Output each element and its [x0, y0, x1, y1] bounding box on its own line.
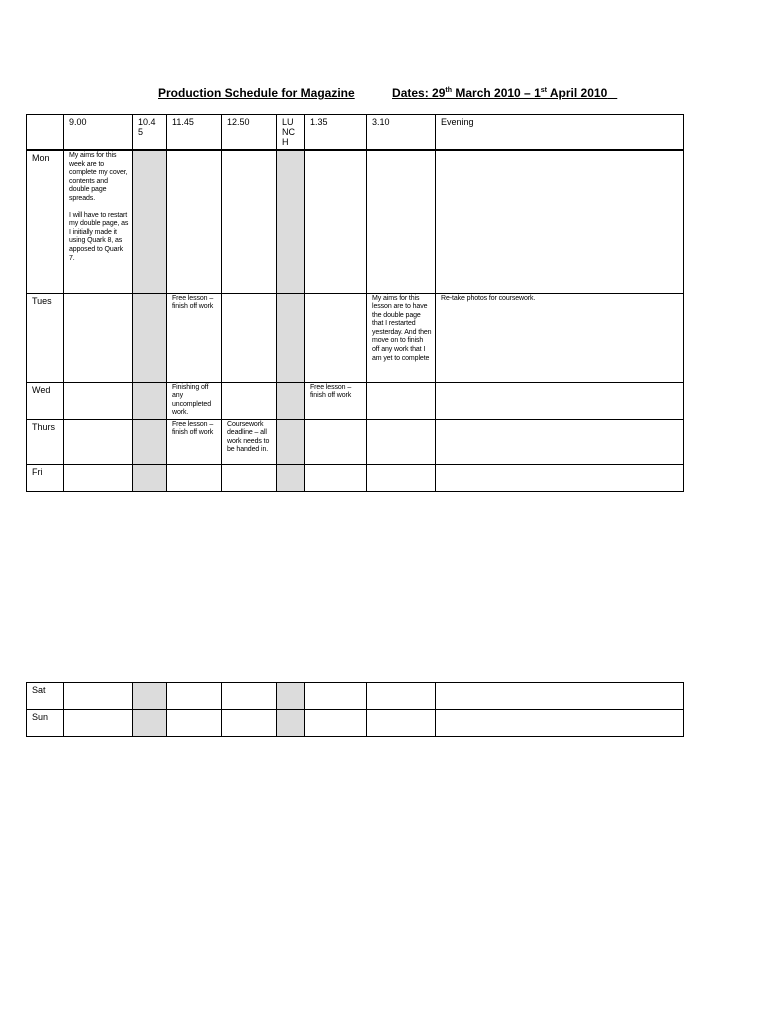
cell-sat-1145 [167, 683, 222, 710]
cell-wed-1250 [222, 382, 277, 419]
cell-wed-310 [367, 382, 436, 419]
cell-fri-lunch [277, 464, 305, 491]
cell-wed-evening [436, 382, 684, 419]
cell-sat-evening [436, 683, 684, 710]
cell-fri-135 [305, 464, 367, 491]
day-label-thurs: Thurs [27, 419, 64, 464]
cell-fri-1045 [133, 464, 167, 491]
cell-sat-1045 [133, 683, 167, 710]
cell-mon-lunch [277, 150, 305, 293]
cell-wed-1145: Finishing off any uncompleted work. [167, 382, 222, 419]
header-cell-1250: 12.50 [222, 115, 277, 151]
header-cell-310: 3.10 [367, 115, 436, 151]
cell-fri-310 [367, 464, 436, 491]
header-row [27, 115, 684, 151]
cell-tues-1250 [222, 293, 277, 382]
cell-wed-135: Free lesson – finish off work [305, 382, 367, 419]
cell-mon-135 [305, 150, 367, 293]
day-label-tues: Tues [27, 293, 64, 382]
cell-sun-135 [305, 710, 367, 737]
cell-sat-135 [305, 683, 367, 710]
day-label-mon: Mon [27, 150, 64, 293]
cell-sun-lunch [277, 710, 305, 737]
cell-sat-1250 [222, 683, 277, 710]
cell-wed-900 [64, 382, 133, 419]
cell-mon-310 [367, 150, 436, 293]
cell-tues-135 [305, 293, 367, 382]
cell-fri-1250 [222, 464, 277, 491]
cell-thurs-evening [436, 419, 684, 464]
table-row-mon [27, 150, 684, 293]
cell-thurs-1250: Coursework deadline – all work needs to be handed in. [222, 419, 277, 464]
cell-mon-1045 [133, 150, 167, 293]
cell-wed-1045 [133, 382, 167, 419]
weekend-table [26, 682, 684, 737]
table-row-tues [27, 293, 684, 382]
header-cell-lunch: LU NC H [277, 115, 305, 151]
cell-thurs-1045 [133, 419, 167, 464]
cell-tues-310: My aims for this lesson are to have the double page that I restarted yesterday. And then move on to finish off any work that I am yet to complete [367, 293, 436, 382]
cell-thurs-310 [367, 419, 436, 464]
cell-tues-evening: Re-take photos for coursework. [436, 293, 684, 382]
header-cell-135: 1.35 [305, 115, 367, 151]
cell-tues-1045 [133, 293, 167, 382]
cell-mon-1145 [167, 150, 222, 293]
schedule-table [26, 114, 684, 492]
cell-thurs-900 [64, 419, 133, 464]
cell-tues-1145: Free lesson – finish off work [167, 293, 222, 382]
table-row-sat [27, 683, 684, 710]
cell-mon-900 [64, 150, 133, 293]
header-cell-evening: Evening [436, 115, 684, 151]
cell-fri-1145 [167, 464, 222, 491]
table-row-sun [27, 710, 684, 737]
cell-sun-1145 [167, 710, 222, 737]
cell-sun-1250 [222, 710, 277, 737]
cell-sat-310 [367, 683, 436, 710]
table-row-fri [27, 464, 684, 491]
cell-tues-lunch [277, 293, 305, 382]
cell-sat-900 [64, 683, 133, 710]
day-label-sat: Sat [27, 683, 64, 710]
cell-mon-evening [436, 150, 684, 293]
cell-thurs-1145: Free lesson – finish off work [167, 419, 222, 464]
cell-sat-lunch [277, 683, 305, 710]
cell-sun-1045 [133, 710, 167, 737]
cell-sun-310 [367, 710, 436, 737]
header-cell-1145: 11.45 [167, 115, 222, 151]
day-label-wed: Wed [27, 382, 64, 419]
cell-wed-lunch [277, 382, 305, 419]
cell-fri-900 [64, 464, 133, 491]
mon-900-paragraph-1: My aims for this week are to complete my cover, contents and double page spreads. [69, 152, 128, 202]
cell-sun-900 [64, 710, 133, 737]
table-row-wed [27, 382, 684, 419]
title-dates: Dates: 29th March 2010 – 1st April 2010 [392, 86, 608, 100]
header-cell-day [27, 115, 64, 151]
cell-fri-evening [436, 464, 684, 491]
day-label-sun: Sun [27, 710, 64, 737]
page-title [158, 86, 617, 100]
header-cell-900: 9.00 [64, 115, 133, 151]
cell-sun-evening [436, 710, 684, 737]
table-row-thurs [27, 419, 684, 464]
cell-thurs-lunch [277, 419, 305, 464]
cell-thurs-135 [305, 419, 367, 464]
header-cell-1045: 10.4 5 [133, 115, 167, 151]
day-label-fri: Fri [27, 464, 64, 491]
cell-tues-900 [64, 293, 133, 382]
cell-mon-1250 [222, 150, 277, 293]
title-main: Production Schedule for Magazine [158, 86, 355, 100]
mon-900-paragraph-2: I will have to restart my double page, as I initially made it using Quark 8, as apposed to Quark 7. [69, 211, 129, 262]
